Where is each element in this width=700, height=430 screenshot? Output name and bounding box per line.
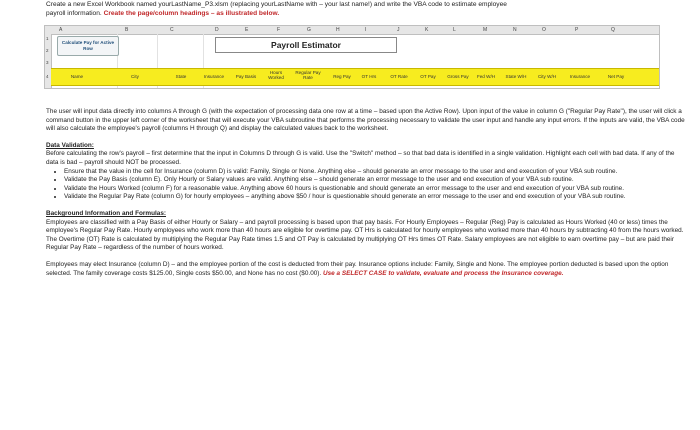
excel-sheet-illustration <box>44 25 660 89</box>
hdr-city-wh: City W/H <box>537 74 557 79</box>
header-row <box>51 68 659 86</box>
col-B: B <box>125 27 129 33</box>
data-validation-text: Before calculating the row's payroll – first determine that the input in Columns D through G is valid. Use the "Switch" method – so that bad data is identified in a single validation. Highlight each cell with bad data. If any of the data is bad – payroll should NOT be processed. <box>46 150 675 166</box>
hdr-state: State <box>175 74 187 79</box>
hdr-gross-pay: Gross Pay <box>447 74 469 79</box>
col-D: D <box>215 27 219 33</box>
insurance-red-instruction: Use a SELECT CASE to validate, evaluate and process the Insurance coverage. <box>322 269 564 277</box>
list-item: • Validate the Pay Basis (column E). Only Hourly or Salary values are valid. Anything else – should generate an error message to the user and end execution of your VBA sub routine. <box>64 176 686 185</box>
intro-line-2-red: Create the page/column headings – as illustrated below. <box>103 10 280 17</box>
insurance-text: Employees may elect Insurance (column D) – and the employee portion of the cost is deducted from their pay. Insurance options include: Family, Single and None. The employee portion deducted is based upon the option selected. The family coverage costs $125.00, Single costs $50.00, and None has no cost ($0.00). <box>46 260 669 277</box>
paragraph-overview: The user will input data directly into columns A through G (with the expectation of processing data one row at a time – based upon the Active Row). Upon input of the value in column G ("Regular Pay Rate"), the user will click a command button in the upper left corner of the worksheet that will execute your VBA subroutine that performs the processing necessary to validate the user input and handle any input errors. If the inputs are valid, the VBA code will also calculate the employee's payroll (columns H through Q) and display the calculated values back to the worksheet. <box>46 108 685 133</box>
intro-line-2-plain: payroll information. <box>46 10 102 17</box>
hdr-name: Name <box>70 74 84 79</box>
section-background <box>46 210 686 253</box>
hdr-net-pay: Net Pay <box>607 74 625 79</box>
col-A: A <box>59 27 63 33</box>
col-E: E <box>245 27 249 33</box>
validation-bullet-list <box>46 168 686 202</box>
insurance-paragraph <box>46 261 686 278</box>
intro-line-1: Create a new Excel Workbook named yourLastName_P3.xlsm (replacing yourLastName with – your last name!) and write the VBA code to estimate employee <box>46 1 507 8</box>
intro-line-2 <box>46 9 696 18</box>
row-3: 3 <box>46 60 49 65</box>
col-P: P <box>575 27 579 33</box>
hdr-ot-hrs: OT Hrs <box>361 74 377 79</box>
list-item: • Validate the Regular Pay Rate (column G) for hourly employees – anything above $50 / hour is questionable should generate an error message to the user and end execution of your VBA sub routine. <box>64 193 686 202</box>
row-2: 2 <box>46 48 49 53</box>
hdr-insurance: Insurance <box>203 74 225 79</box>
col-J: J <box>397 27 400 33</box>
calculate-pay-button[interactable]: Calculate Pay for Active Row <box>57 36 119 56</box>
hdr-pay-basis: Pay Basis <box>235 74 257 79</box>
data-validation-title: Data Validation: <box>46 141 94 149</box>
hdr-hours-worked: Hours Worked <box>268 70 284 80</box>
col-I: I <box>365 27 367 33</box>
hdr-ot-rate: OT Rate <box>390 74 408 79</box>
column-header-bar <box>45 26 659 35</box>
hdr-state-wh: State W/H <box>505 74 527 79</box>
hdr-reg-pay: Reg Pay <box>333 74 351 79</box>
col-G: G <box>307 27 311 33</box>
hdr-fed-wh: Fed W/H <box>476 74 496 79</box>
list-item: • Validate the Hours Worked (column F) for a reasonable value. Anything above 60 hours is questionable and should generate an error message to the user and end execution of your VBA sub routine. <box>64 185 686 194</box>
col-K: K <box>425 27 429 33</box>
row-1: 1 <box>46 36 49 41</box>
hdr-insurance-deduction: Insurance <box>569 74 591 79</box>
list-item: • Ensure that the value in the cell for Insurance (column D) is valid: Family, Single or None. Anything else – should generate an error message to the user and end execution of your VBA sub routine. <box>64 168 686 177</box>
assignment-body <box>46 108 686 286</box>
col-F: F <box>277 27 281 33</box>
sheet-title: Payroll Estimator <box>215 37 397 53</box>
col-M: M <box>483 27 488 33</box>
row-4: 4 <box>46 74 49 79</box>
background-title: Background Information and Formulas: <box>46 209 167 217</box>
hdr-regular-pay-rate: Regular Pay Rate <box>295 70 321 80</box>
col-L: L <box>453 27 456 33</box>
hdr-city: City <box>131 74 139 79</box>
background-text: Employees are classified with a Pay Basis of either Hourly or Salary – and payroll processing is based upon that pay basis. For Hourly Employees – Regular (Reg) Pay is calculated as Hours Worked (40 or less) times the employee's Regular Pay Rate. Hourly employees who work more than 40 hours are eligible for overtime pay. OT Hrs is calculated for hourly employees who worked more than 40 hours by subtracting 40 from the hours worked. The Overtime (OT) Rate is calculated by multiplying the Regular Pay Rate times 1.5 and OT Pay is calculated by multiplying OT Hrs times OT Rate. Salary employees are not eligible to earn overtime pay – but are paid their Regular Pay Rate – regardless of the number of hours worked. <box>46 218 684 252</box>
intro-instructions <box>46 0 696 18</box>
hdr-ot-pay: OT Pay <box>420 74 436 79</box>
col-H: H <box>336 27 340 33</box>
col-O: O <box>542 27 546 33</box>
col-Q: Q <box>611 27 615 33</box>
section-data-validation <box>46 142 686 202</box>
col-N: N <box>513 27 517 33</box>
col-C: C <box>170 27 174 33</box>
